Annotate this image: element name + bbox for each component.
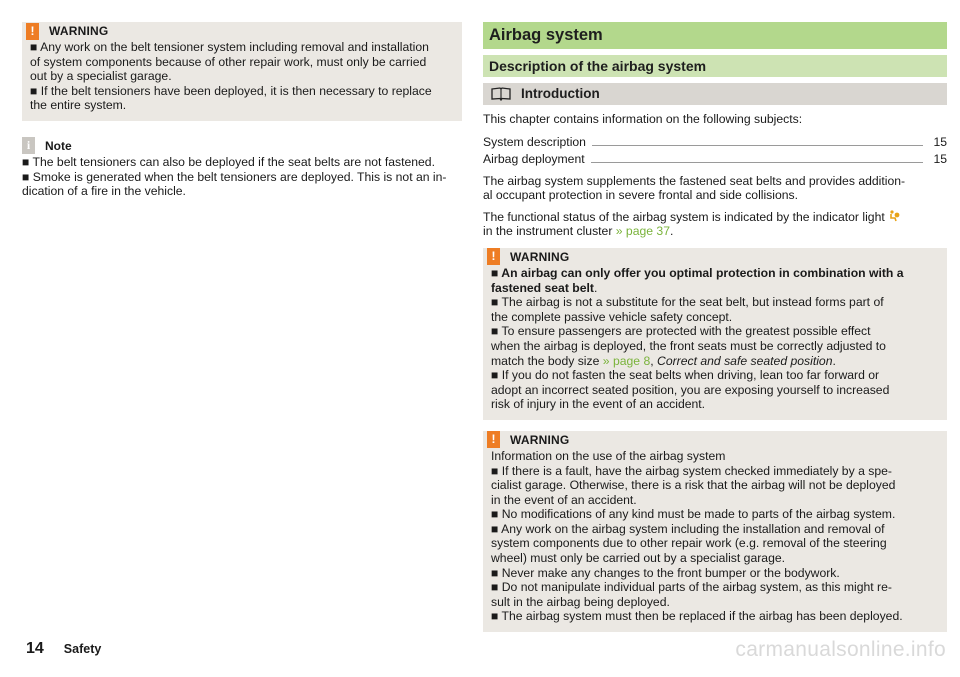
warning-line: cialist garage. Otherwise, there is a risk that the airbag will not be deployed [491,478,896,493]
toc-label: System description [483,135,586,149]
toc-entry[interactable] [483,150,947,167]
right-column [483,22,947,632]
warning-icon: ! [487,248,500,265]
paragraph [483,210,947,239]
cross-reference-title: Correct and safe seated position [657,353,833,368]
warning-header [30,22,454,40]
toc-entry[interactable] [483,133,947,150]
warning-line: risk of injury in the event of an accident. [491,397,706,412]
page-number: 14 [26,640,44,657]
punctuation: . [832,353,836,368]
note-line: ■ The belt tensioners can also be deployed if the seat belts are not fastened. [22,154,435,169]
warning-line: ■ Any work on the airbag system including the installation and removal of [491,521,885,536]
warning-line: ■ If the belt tensioners have been deployed, it is then necessary to replace [30,83,432,98]
belt-tensioner-warning [22,22,462,121]
warning-line: adopt an incorrect seated position, you are exposing yourself to increased [491,382,890,397]
note-title: Note [45,138,72,153]
punctuation: . [670,224,674,239]
paragraph-line: The functional status of the airbag system is indicated by the indicator light [483,209,885,224]
left-column [22,22,462,199]
warning-title: WARNING [49,23,109,38]
warning-line: ■ Never make any changes to the front bumper or the bodywork. [491,565,840,580]
intro-text: This chapter contains information on the following subjects: [483,112,803,126]
subsection-title: Introduction [521,86,600,101]
text: match the body size [491,353,603,368]
warning-line: ■ Do not manipulate individual parts of the airbag system, as this might re- [491,580,892,595]
warning-line: ■ If there is a fault, have the airbag system checked immediately by a spe- [491,463,892,478]
toc-page: 15 [933,135,947,149]
airbag-warning [483,248,947,420]
toc-page: 15 [933,152,947,166]
info-icon: i [22,137,35,154]
text: , [650,353,658,368]
toc-leader [592,145,923,146]
paragraph-line: The airbag system supplements the fastened seat belts and provides addition- [483,173,906,188]
warning-line: out by a specialist garage. [30,69,172,84]
warning-title: WARNING [510,432,570,447]
warning-line: sult in the airbag being deployed. [491,594,670,609]
page-link[interactable]: » page 8 [602,353,651,368]
warning-line: ■ The airbag system must then be replaced if the airbag has been deployed. [491,609,903,624]
warning-line: Information on the use of the airbag system [491,448,726,463]
warning-title: WARNING [510,249,570,264]
warning-line: ■ If you do not fasten the seat belts when driving, lean too far forward or [491,368,880,383]
paragraph-line: al occupant protection in severe frontal and side collisions. [483,188,799,203]
warning-line: wheel) must only be carried out by a specialist garage. [491,551,786,566]
airbag-use-warning [483,431,947,632]
warning-line [491,354,939,369]
note-header [22,137,462,155]
note-body [22,155,462,199]
warning-line: ■ The airbag is not a substitute for the seat belt, but instead forms part of [491,295,884,310]
page-link[interactable]: » page 37 [615,224,670,239]
warning-header [491,431,939,449]
warning-icon: ! [26,23,39,40]
paragraph-line: in the instrument cluster [483,224,616,239]
toc [483,133,947,167]
punctuation: . [593,280,598,295]
note-line: ■ Smoke is generated when the belt tensioners are deployed. This is not an in- [22,169,447,184]
airbag-warning-light-icon [888,210,900,222]
warning-line: the entire system. [30,98,127,113]
warning-line: ■ Any work on the belt tensioner system including removal and installation [30,40,429,54]
book-icon [491,87,511,101]
warning-line: ■ No modifications of any kind must be made to parts of the airbag system. [491,507,896,522]
warning-icon: ! [487,431,500,448]
warning-line: system components due to other repair work (e.g. removal of the steering [491,536,887,551]
warning-line [491,281,939,296]
toc-label: Airbag deployment [483,152,585,166]
watermark: carmanualsonline.info [735,638,946,661]
warning-line: when the airbag is deployed, the front seats must be correctly adjusted to [491,338,886,353]
page-footer [26,642,101,657]
footer-section: Safety [63,642,102,656]
toc-leader [591,162,923,163]
warning-line: the complete passive vehicle safety concept. [491,309,733,324]
warning-line: ■ An airbag can only offer you optimal protection in combination with a [491,265,904,280]
warning-line: in the event of an accident. [491,492,637,507]
note-line: dication of a fire in the vehicle. [22,184,186,199]
warning-line: of system components because of other repair work, must only be carried [30,54,427,69]
warning-line: ■ To ensure passengers are protected with the greatest possible effect [491,324,871,339]
bold-text: fastened seat belt [491,280,594,295]
chapter-heading: Airbag system [483,22,947,49]
subsection-heading [483,83,947,105]
paragraph [483,174,947,203]
section-heading: Description of the airbag system [483,55,947,77]
warning-header [491,248,939,266]
